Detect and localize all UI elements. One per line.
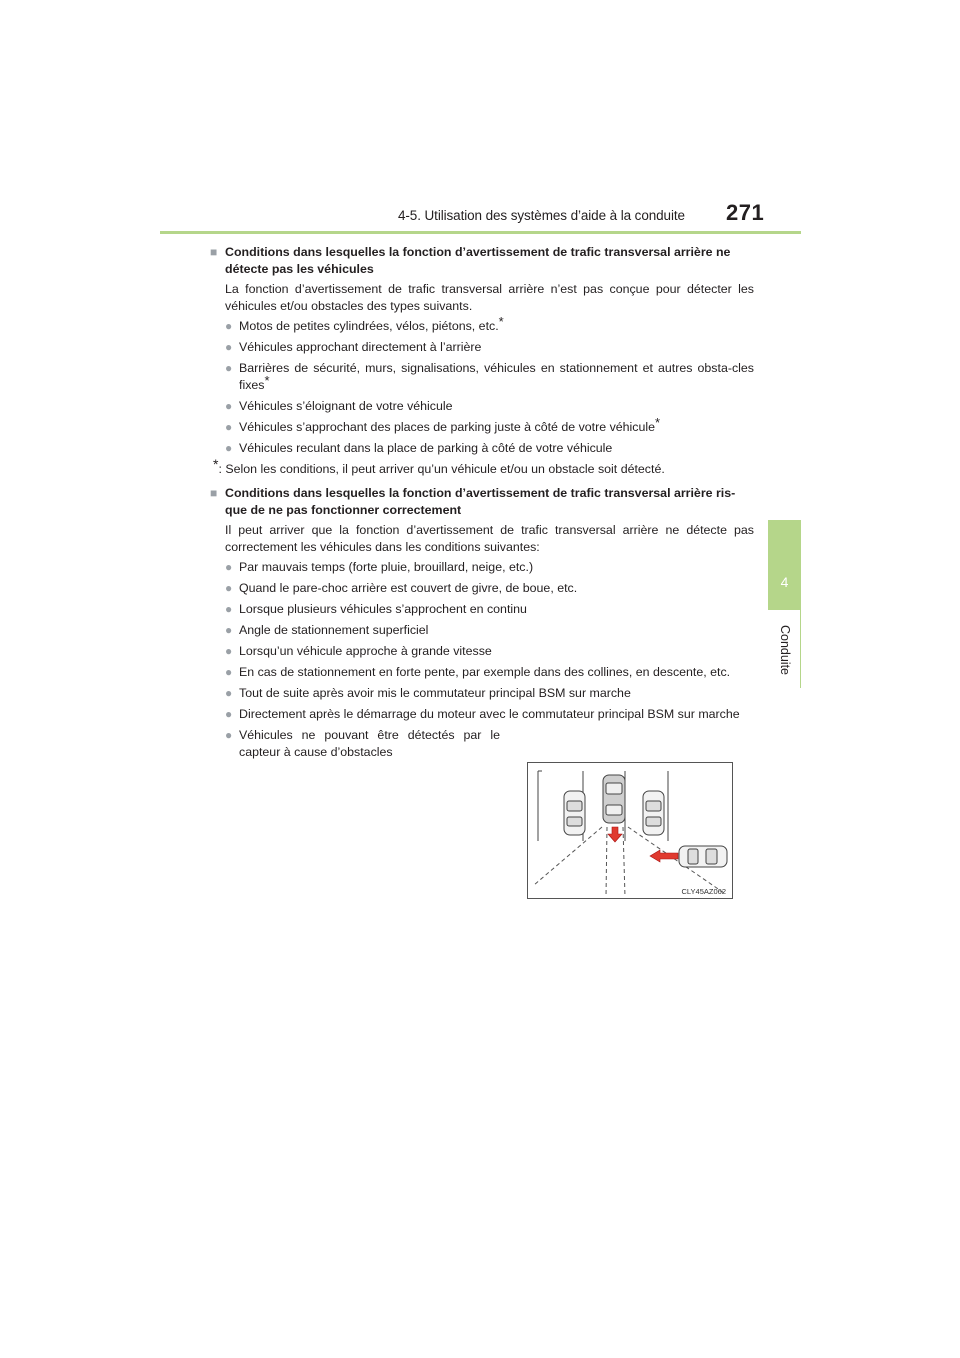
chapter-label (770, 620, 800, 680)
list-item-text: Lorsque plusieurs véhicules s’approchent en continu (239, 602, 527, 616)
list-item-text: Angle de stationnement superficiel (239, 623, 429, 637)
round-bullet-icon: ● (225, 340, 233, 354)
section-heading-1-text: Conditions dans lesquelles la fonction d’avertissement de trafic transversal arrière ne détecte pas les véhicules (225, 245, 731, 276)
chapter-tab-line (800, 520, 801, 688)
round-bullet-icon: ● (225, 398, 233, 413)
list-item-text (239, 339, 754, 356)
chapter-label-text: Conduite (778, 624, 792, 676)
list-item (210, 643, 754, 660)
list-item-label: Véhicules s’éloignant de votre véhicule (239, 398, 453, 413)
list-item-text: Par mauvais temps (forte pluie, brouillard, neige, etc.) (239, 560, 534, 574)
round-bullet-icon: ● (225, 319, 233, 333)
list-item (210, 559, 754, 576)
round-bullet-icon: ● (225, 707, 233, 721)
list-item-text (239, 314, 754, 335)
header-title: 4-5. Utilisation des systèmes d’aide à la conduite (398, 208, 685, 223)
list-item (210, 314, 754, 335)
list-item-label: Véhicules reculant dans la place de parking à côté de votre véhicule (239, 440, 613, 455)
footnote-text: : Selon les conditions, il peut arriver qu’un véhicule et/ou un obstacle soit détecté. (218, 461, 665, 476)
list-item (210, 440, 754, 457)
list-item (210, 580, 754, 597)
round-bullet-icon: ● (225, 686, 233, 700)
list-item-text (239, 398, 754, 415)
round-bullet-icon: ● (225, 602, 233, 616)
list-item-text: Quand le pare-choc arrière est couvert de givre, de boue, etc. (239, 581, 578, 595)
list-item-text (239, 440, 754, 457)
list-item-text: Véhicules ne pouvant être détectés par le capteur à cause d’obstacles (239, 728, 500, 759)
list-item-text: Directement après le démarrage du moteur avec le commutateur principal BSM sur marche (239, 707, 740, 721)
list-item-label: Véhicules s’approchant des places de parking juste à côté de votre véhicule (239, 419, 656, 434)
round-bullet-icon: ● (225, 665, 233, 679)
round-bullet-icon: ● (225, 623, 233, 637)
page-content (210, 244, 754, 765)
section-heading-2 (210, 485, 754, 518)
list-item-label: Barrières de sécurité, murs, signalisations, véhicules en stationnement et autres obsta-cles fixes (239, 361, 754, 392)
list-item-text: Tout de suite après avoir mis le commutateur principal BSM sur marche (239, 686, 631, 700)
footnote (213, 455, 754, 478)
approaching-car-icon (679, 846, 727, 867)
square-bullet-icon: ■ (210, 486, 218, 500)
figure-code: CLY45AZ062 (681, 887, 726, 896)
chapter-tab (768, 520, 801, 610)
section-2-bullets (210, 559, 754, 723)
list-item-text: Lorsqu’un véhicule approche à grande vitesse (239, 644, 492, 658)
car-icon (643, 791, 664, 835)
asterisk-mark: * (264, 372, 270, 388)
section-1-intro: La fonction d’avertissement de trafic transversal arrière n’est pas conçue pour détecter les véhicules et/ou obstacles des types suivants. (225, 282, 754, 313)
list-item-label: Motos de petites cylindrées, vélos, piétons, etc. (239, 319, 499, 333)
chapter-number: 4 (780, 574, 789, 590)
section-1-bullets (210, 314, 754, 456)
list-item (210, 664, 754, 681)
list-item (210, 601, 754, 618)
section-heading-2-text: Conditions dans lesquelles la fonction d’avertissement de trafic transversal arrière ris-que de ne pas fonctionner correctement (225, 486, 736, 517)
header-rule (160, 231, 801, 234)
list-item (210, 398, 754, 415)
own-car-icon (603, 775, 625, 823)
list-item (210, 685, 754, 702)
parking-diagram (528, 763, 732, 898)
down-arrow-icon (608, 827, 622, 842)
round-bullet-icon: ● (225, 440, 233, 455)
list-item (210, 622, 754, 639)
list-item-text (239, 360, 754, 393)
round-bullet-icon: ● (225, 644, 233, 658)
section-heading-1 (210, 244, 754, 277)
round-bullet-icon: ● (225, 581, 233, 595)
list-item (210, 339, 754, 356)
round-bullet-icon: ● (225, 419, 233, 434)
round-bullet-icon: ● (225, 728, 233, 742)
list-item-text (239, 414, 754, 436)
page-number: 271 (726, 200, 765, 225)
list-item-text: En cas de stationnement en forte pente, par exemple dans des collines, en descente, etc. (239, 665, 731, 679)
car-icon (564, 791, 585, 835)
list-item (210, 414, 754, 436)
list-item (210, 727, 500, 760)
footnote-star: * (213, 455, 219, 472)
parking-illustration (527, 762, 733, 899)
asterisk-mark: * (498, 314, 504, 329)
asterisk-mark: * (655, 414, 661, 430)
list-item (210, 706, 754, 723)
round-bullet-icon: ● (225, 560, 233, 574)
list-item-label: Véhicules approchant directement à l’arrière (239, 340, 482, 354)
list-item (210, 360, 754, 393)
square-bullet-icon: ■ (210, 245, 218, 259)
section-2-intro: Il peut arriver que la fonction d’avertissement de trafic transversal arrière ne détecte pas correctement les véhicules dans les conditions suivantes: (225, 523, 754, 554)
round-bullet-icon: ● (225, 361, 233, 375)
